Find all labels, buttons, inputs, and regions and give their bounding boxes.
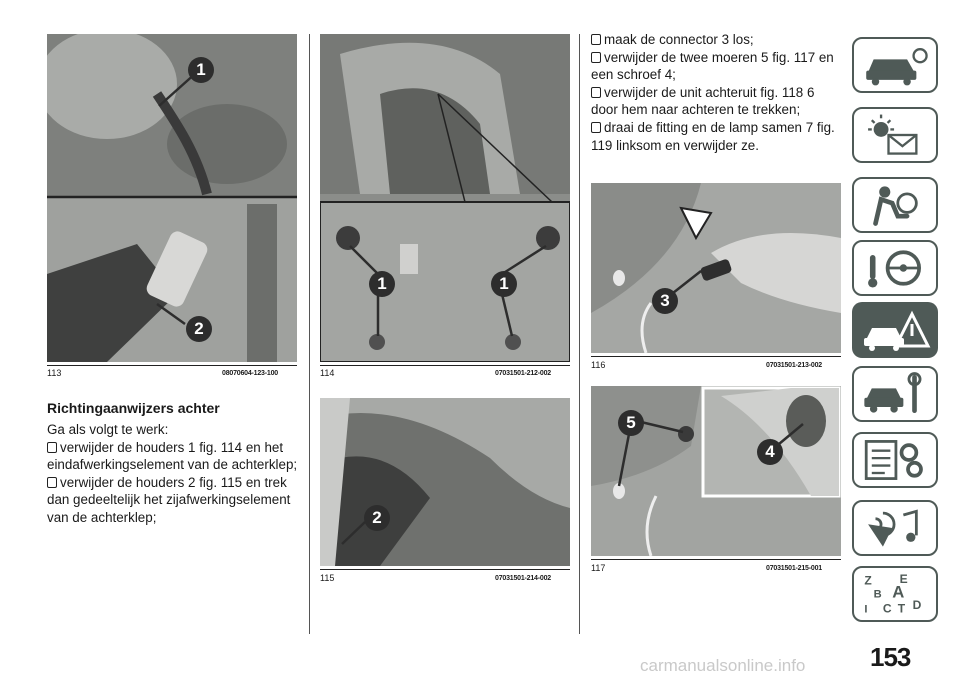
checkbox-bullet-icon (47, 477, 57, 488)
checkbox-bullet-icon (591, 122, 601, 133)
callout-fig113-top: 1 (188, 57, 214, 83)
index-icon (854, 568, 936, 620)
checkbox-bullet-icon (591, 52, 601, 63)
tab-index[interactable] (852, 566, 938, 622)
tab-emergency[interactable] (852, 302, 938, 358)
figure-113-callouts (47, 34, 297, 362)
step-5-text: verwijder de unit achteruit fig. 118 6 door hem naar achteren te trekken; (591, 84, 815, 118)
figure-114-callouts (320, 34, 570, 362)
step-2 (47, 474, 302, 527)
svg-text:E: E (899, 571, 908, 586)
step-3 (591, 31, 841, 49)
page-number: 153 (870, 642, 911, 672)
tab-technical-data[interactable] (852, 432, 938, 488)
multimedia-icon (854, 502, 936, 554)
svg-text:A: A (892, 582, 905, 602)
svg-text:C: C (882, 601, 892, 616)
step-1 (47, 439, 302, 474)
watermark: carmanualsonline.info (640, 656, 806, 675)
checkbox-bullet-icon (47, 442, 57, 453)
step-5 (591, 84, 841, 119)
tab-safety[interactable] (852, 177, 938, 233)
step-2-text: verwijder de houders 2 fig. 115 en trek dan gedeeltelijk het zijafwerkingselement van de achterklep; (47, 474, 291, 525)
figure-115-number: 115 (320, 573, 335, 583)
tab-warning-lights[interactable] (852, 107, 938, 163)
callout-fig117-left: 5 (618, 410, 644, 436)
maintenance-icon (854, 368, 936, 420)
figure-117-rule (591, 559, 841, 560)
figure-113-number: 113 (47, 368, 62, 378)
right-column-text (591, 31, 841, 154)
section-heading: Richtingaanwijzers achter (47, 400, 220, 416)
figure-113-rule (47, 365, 297, 366)
left-column-text (47, 421, 302, 527)
callout-fig116: 3 (652, 288, 678, 314)
step-1-text: verwijder de houders 1 fig. 114 en het eindafwerkingselement van de achterklep; (47, 439, 298, 473)
callout-fig114-right: 1 (491, 271, 517, 297)
column-divider (309, 34, 310, 634)
figure-114-number: 114 (320, 368, 335, 378)
figure-114-code: 07031501-212-002 (495, 370, 551, 377)
svg-text:T: T (897, 601, 906, 616)
callout-fig115: 2 (364, 505, 390, 531)
figure-116-number: 116 (591, 360, 606, 370)
figure-115-code: 07031501-214-002 (495, 575, 551, 582)
tab-multimedia[interactable] (852, 500, 938, 556)
emergency-icon (852, 302, 938, 358)
step-3-text: maak de connector 3 los; (604, 32, 754, 47)
step-6 (591, 119, 841, 154)
checkbox-bullet-icon (591, 87, 601, 98)
safety-icon (854, 179, 936, 231)
figure-116-code: 07031501-213-002 (766, 362, 822, 369)
tab-car-info[interactable] (852, 37, 938, 93)
figure-115-rule (320, 569, 570, 570)
step-6-text: draai de fitting en de lamp samen 7 fig. 119 linksom en verwijder ze. (591, 119, 835, 153)
figure-113-code: 08070604-123-100 (222, 370, 278, 377)
svg-text:B: B (873, 588, 882, 601)
step-4 (591, 49, 841, 84)
tab-maintenance[interactable] (852, 366, 938, 422)
intro-text: Ga als volgt te werk: (47, 422, 169, 437)
svg-text:I: I (864, 603, 868, 616)
callout-fig113-bottom: 2 (186, 316, 212, 342)
step-4-text: verwijder de twee moeren 5 fig. 117 en een schroef 4; (591, 49, 834, 83)
figure-116-callouts (591, 183, 841, 353)
tab-driving[interactable] (852, 240, 938, 296)
car-info-icon (854, 39, 936, 91)
svg-text:D: D (912, 597, 922, 612)
callout-fig117-right: 4 (757, 439, 783, 465)
figure-115-callouts (320, 398, 570, 566)
warning-lights-icon (854, 109, 936, 161)
figure-117-number: 117 (591, 563, 606, 573)
figure-117-code: 07031501-215-001 (766, 565, 822, 572)
callout-fig114-left: 1 (369, 271, 395, 297)
svg-text:Z: Z (864, 573, 872, 588)
technical-data-icon (854, 434, 936, 486)
figure-114-rule (320, 365, 570, 366)
checkbox-bullet-icon (591, 34, 601, 45)
driving-icon (854, 242, 936, 294)
figure-116-rule (591, 356, 841, 357)
column-divider-2 (579, 34, 580, 634)
